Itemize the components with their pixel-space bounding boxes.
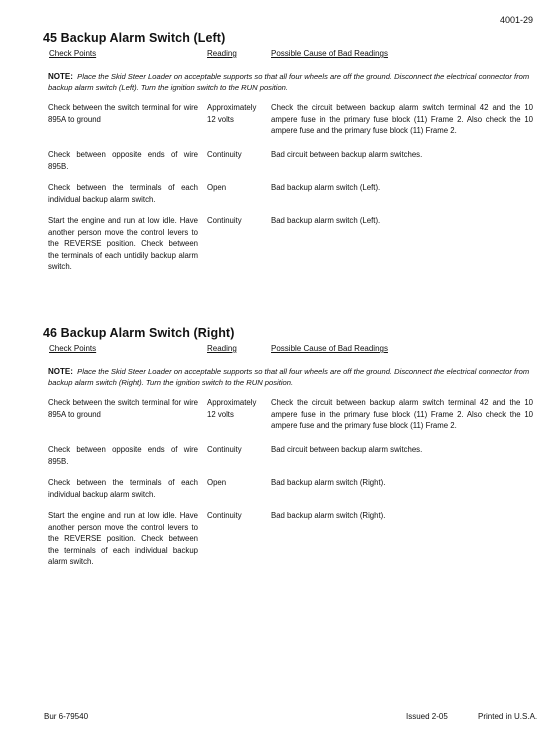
check-point: Check between the switch terminal for wire 895A to ground bbox=[48, 103, 198, 124]
note bbox=[48, 366, 534, 388]
possible-cause: Bad backup alarm switch (Right). bbox=[271, 511, 386, 520]
reading: Open bbox=[207, 183, 227, 192]
footer-printed: Printed in U.S.A. bbox=[478, 712, 538, 721]
table-row bbox=[46, 149, 536, 182]
table-row bbox=[46, 444, 536, 477]
footer-doc-id: Bur 6-79540 bbox=[44, 712, 89, 721]
section-title: 46 Backup Alarm Switch (Right) bbox=[43, 326, 235, 340]
reading: Continuity bbox=[207, 150, 242, 159]
table-row bbox=[46, 182, 536, 215]
possible-cause: Bad backup alarm switch (Left). bbox=[271, 216, 381, 225]
reading: Open bbox=[207, 478, 227, 487]
note bbox=[48, 71, 534, 93]
footer-issued: Issued 2-05 bbox=[406, 712, 448, 721]
possible-cause: Check the circuit between backup alarm switch terminal 42 and the 10 ampere fuse in the primary fuse block (11) Frame 2. Also check the 10 ampere fuse and the primary fuse block (11) Frame 2. bbox=[271, 398, 533, 430]
header-check-points: Check Points bbox=[49, 344, 97, 353]
reading: Continuity bbox=[207, 511, 242, 520]
check-point: Start the engine and run at low idle. Have another person move the control levers to the REVERSE position. Check between the terminals of each individual backup alarm switch. bbox=[48, 511, 198, 566]
reading: Approximately 12 volts bbox=[207, 398, 257, 419]
possible-cause: Check the circuit between backup alarm switch terminal 42 and the 10 ampere fuse in the primary fuse block (11) Frame 2. Also check the 10 ampere fuse and the primary fuse block (11) Frame 2. bbox=[271, 103, 533, 135]
page-number: 4001-29 bbox=[499, 15, 533, 25]
header-cause: Possible Cause of Bad Readings bbox=[271, 49, 388, 58]
reading: Approximately 12 volts bbox=[207, 103, 257, 124]
possible-cause: Bad circuit between backup alarm switches. bbox=[271, 150, 423, 159]
table-row bbox=[46, 397, 536, 444]
section-right-switch bbox=[43, 326, 536, 570]
check-point: Check between the switch terminal for wire 895A to ground bbox=[48, 398, 198, 419]
table-row bbox=[46, 477, 536, 510]
header-check-points: Check Points bbox=[49, 49, 97, 58]
table-row bbox=[46, 510, 536, 570]
check-point: Start the engine and run at low idle. Have another person move the control levers to the REVERSE position. Check between the terminals of each untidily backup alarm switch. bbox=[48, 216, 198, 271]
header-reading: Reading bbox=[207, 344, 237, 353]
table-row bbox=[46, 102, 536, 149]
possible-cause: Bad circuit between backup alarm switches. bbox=[271, 445, 423, 454]
check-point: Check between the terminals of each individual backup alarm switch. bbox=[48, 478, 198, 499]
check-point: Check between the terminals of each individual backup alarm switch. bbox=[48, 183, 198, 204]
header-reading: Reading bbox=[207, 49, 237, 58]
section-title: 45 Backup Alarm Switch (Left) bbox=[43, 31, 226, 45]
check-point: Check between opposite ends of wire 895B. bbox=[48, 150, 198, 171]
possible-cause: Bad backup alarm switch (Left). bbox=[271, 183, 381, 192]
column-headers bbox=[46, 49, 536, 63]
note-text: Place the Skid Steer Loader on acceptable supports so that all four wheels are off the ground. Disconnect the electrical connector from backup alarm switch (Left). Turn the ignition switch to the RUN position. bbox=[48, 72, 530, 92]
check-point: Check between opposite ends of wire 895B. bbox=[48, 445, 198, 466]
reading: Continuity bbox=[207, 216, 242, 225]
reading: Continuity bbox=[207, 445, 242, 454]
header-cause: Possible Cause of Bad Readings bbox=[271, 344, 388, 353]
table-row bbox=[46, 215, 536, 275]
possible-cause: Bad backup alarm switch (Right). bbox=[271, 478, 386, 487]
note-text: Place the Skid Steer Loader on acceptable supports so that all four wheels are off the ground. Disconnect the electrical connector from backup alarm switch (Right). Turn the ignition switch to the RUN position. bbox=[48, 367, 530, 387]
column-headers bbox=[46, 344, 536, 358]
note-label: NOTE: bbox=[48, 72, 73, 81]
section-left-switch bbox=[43, 31, 536, 275]
note-label: NOTE: bbox=[48, 367, 73, 376]
